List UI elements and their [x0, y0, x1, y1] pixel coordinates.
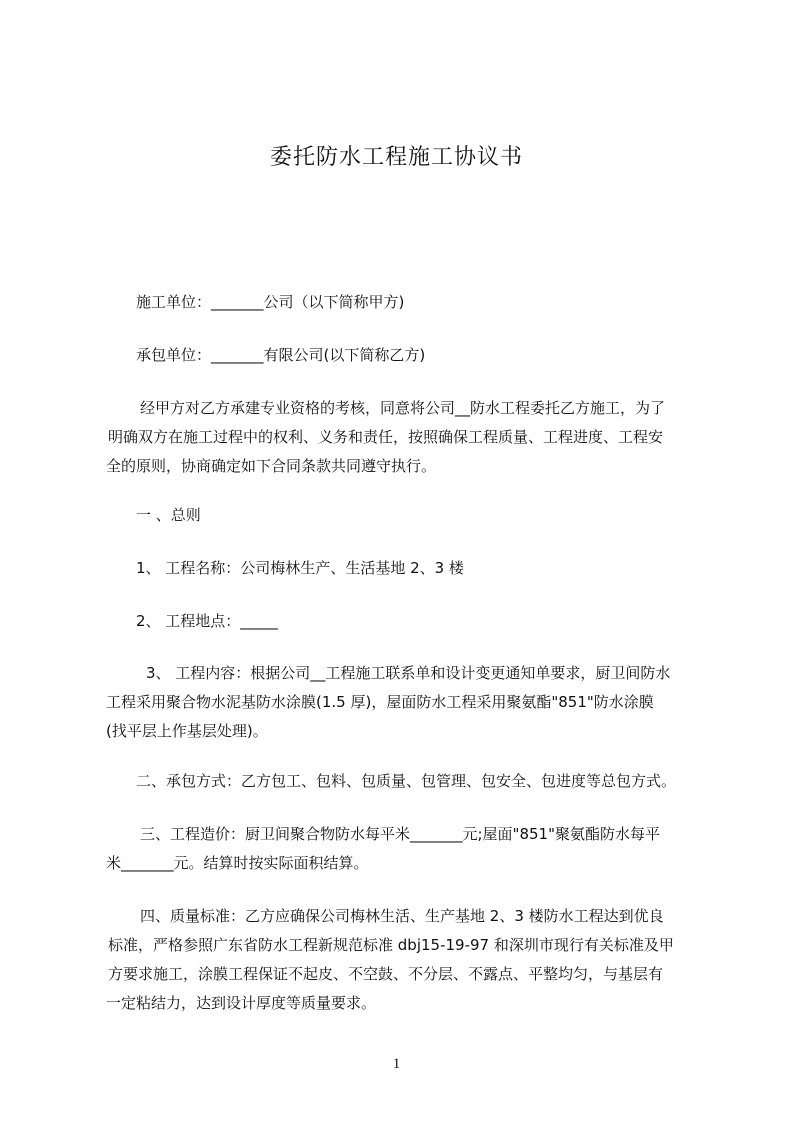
item-3-project-content [106, 659, 716, 746]
intro-line: 明确双方在施工过程中的权利、义务和责任，按照确保工程质量、工程进度、工程安 [108, 428, 664, 446]
contractor-unit-line: 承包单位：_______有限公司(以下简称乙方) [136, 346, 426, 364]
intro-line: 经甲方对乙方承建专业资格的考核，同意将公司__防水工程委托乙方施工，为了 [140, 399, 666, 417]
item-2-project-location: 2、 工程地点：_____ [136, 612, 278, 630]
item-1-project-name: 1、 工程名称：公司梅林生产、生活基地 2、3 楼 [136, 559, 464, 577]
quality-line: 方要求施工，涂膜工程保证不起皮、不空鼓、不分层、不露点、平整均匀，与基层有 [108, 965, 664, 983]
quality-line: 四、质量标准：乙方应确保公司梅林生活、生产基地 2、3 楼防水工程达到优良 [140, 907, 664, 925]
cost-line: 米_______元。结算时按实际面积结算。 [106, 854, 369, 872]
section-quality [106, 902, 716, 1018]
section-contract-mode: 二、承包方式：乙方包工、包料、包质量、包管理、包安全、包进度等总包方式。 [136, 772, 677, 790]
quality-line: 标准，严格参照广东省防水工程新规范标准 dbj15-19-97 和深圳市现行有关标准及甲 [108, 936, 674, 954]
cost-line: 三、工程造价：厨卫间聚合物防水每平米_______元;屋面"851"聚氨酯防水每平 [140, 825, 660, 843]
item-3-line: (找平层上作基层处理)。 [106, 722, 268, 740]
document-title: 委托防水工程施工协议书 [269, 145, 523, 170]
item-3-line: 3、 工程内容：根据公司__工程施工联系单和设计变更通知单要求，厨卫间防水 [146, 664, 671, 682]
intro-line: 全的原则，协商确定如下合同条款共同遵守执行。 [106, 457, 437, 475]
intro-paragraph [106, 394, 716, 481]
section-general-heading: 一 、总则 [136, 506, 201, 524]
section-cost [106, 820, 716, 878]
quality-line: 一定粘结力，达到设计厚度等质量要求。 [106, 994, 377, 1012]
page-number: 1 [392, 1056, 401, 1072]
item-3-line: 工程采用聚合物水泥基防水涂膜(1.5 厚)，屋面防水工程采用聚氨酯"851"防水涂膜 [106, 693, 654, 711]
construction-unit-line: 施工单位：_______公司（以下简称甲方) [136, 293, 405, 311]
